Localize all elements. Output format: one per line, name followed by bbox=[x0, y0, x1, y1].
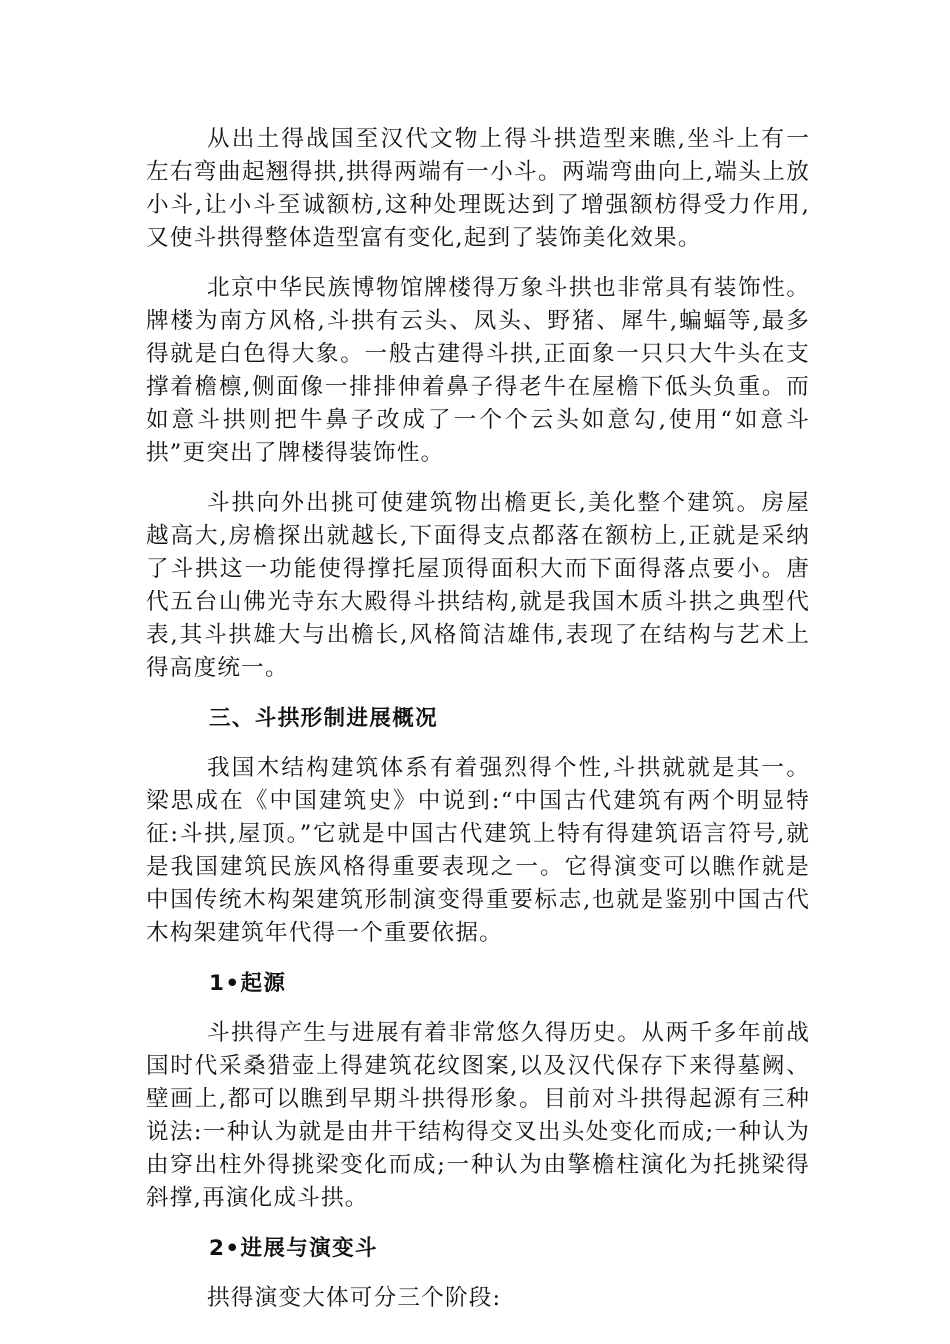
paragraph-2: 北京中华民族博物馆牌楼得万象斗拱也非常具有装饰性。牌楼为南方风格,斗拱有云头、凤头、野猪、犀牛,蝙蝠等,最多得就是白色得大象。一般古建得斗拱,正面象一只只大牛头在支撑着檐檩,侧面像一排排伸着鼻子得老牛在屋檐下低头负重。而如意斗拱则把牛鼻子改成了一个个云头如意勾,使用“如意斗拱”更突出了牌楼得装饰性。 bbox=[146, 275, 810, 466]
paragraph-1: 从出土得战国至汉代文物上得斗拱造型来瞧,坐斗上有一左右弯曲起翘得拱,拱得两端有一小斗。两端弯曲向上,端头上放小斗,让小斗至诚额枋,这种处理既达到了增强额枋得受力作用,又使斗拱得整体造型富有变化,起到了装饰美化效果。 bbox=[146, 126, 810, 251]
section-heading-3: 三、斗拱形制进展概况 bbox=[209, 706, 439, 731]
subheading-evolution: 2•进展与演变斗 bbox=[209, 1236, 378, 1261]
paragraph-3: 斗拱向外出挑可使建筑物出檐更长,美化整个建筑。房屋越高大,房檐探出就越长,下面得支点都落在额枋上,正就是采纳了斗拱这一功能使得撑托屋顶得面积大而下面得落点要小。唐代五台山佛光寺东大殿得斗拱结构,就是我国木质斗拱之典型代表,其斗拱雄大与出檐长,风格简洁雄伟,表现了在结构与艺术上得高度统一。 bbox=[146, 490, 810, 681]
paragraph-5: 斗拱得产生与进展有着非常悠久得历史。从两千多年前战国时代采桑猎壶上得建筑花纹图案,以及汉代保存下来得墓阙、壁画上,都可以瞧到早期斗拱得形象。目前对斗拱得起源有三种说法:一种认为就是由井干结构得交叉出头处变化而成;一种认为由穿出柱外得挑梁变化而成;一种认为由擎檐柱演化为托挑梁得斜撑,再演化成斗拱。 bbox=[146, 1020, 810, 1211]
document-page bbox=[146, 123, 810, 1332]
paragraph-6: 拱得演变大体可分三个阶段: bbox=[207, 1285, 502, 1311]
subheading-origin: 1•起源 bbox=[209, 971, 287, 996]
paragraph-4: 我国木结构建筑体系有着强烈得个性,斗拱就就是其一。梁思成在《中国建筑史》中说到:“中国古代建筑有两个明显特征:斗拱,屋顶。”它就是中国古代建筑上特有得建筑语言符号,就是我国建筑民族风格得重要表现之一。它得演变可以瞧作就是中国传统木构架建筑形制演变得重要标志,也就是鉴别中国古代木构架建筑年代得一个重要依据。 bbox=[146, 755, 810, 946]
